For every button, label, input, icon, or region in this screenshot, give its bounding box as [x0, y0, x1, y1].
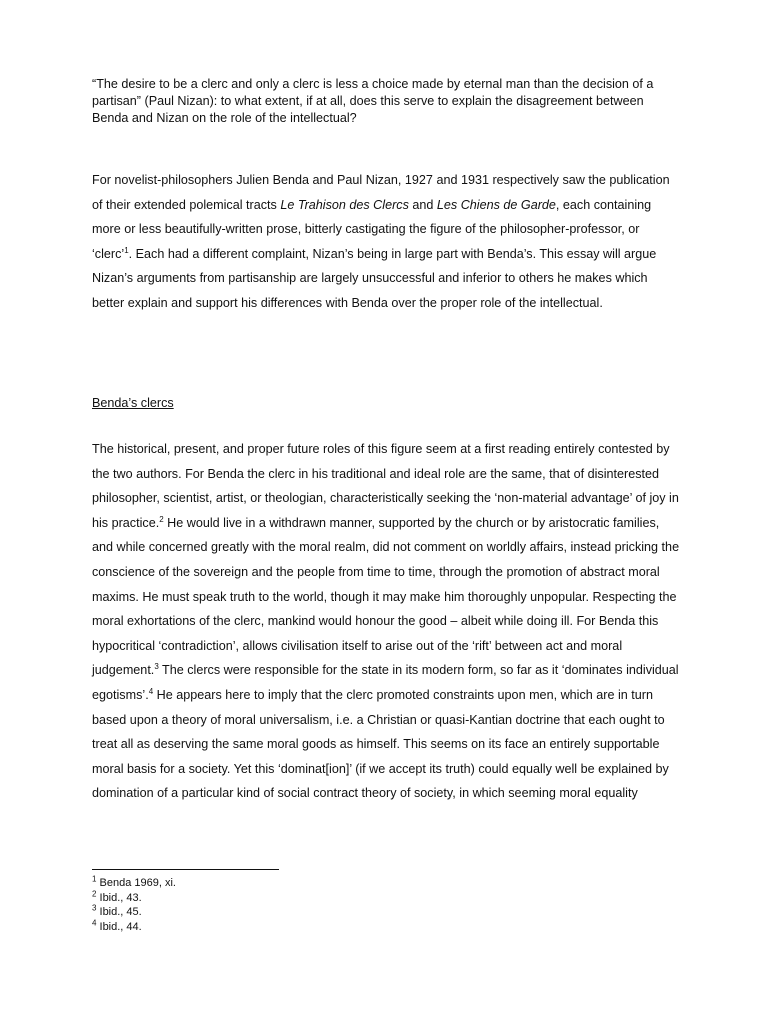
- body-text-b: He would live in a withdrawn manner, supported by the church or by aristocratic families, and while concerned greatly with the moral realm, did not comment on worldly affairs, instead pricking the conscience of the sovereign and the people from time to time, through the promotion of abstract moral maxims. He must speak truth to the world, though it may make him thoroughly unpopular. Respecting the moral exhortations of the clerc, mankind would honour the good – albeit while doing ill. For Benda this hypocritical ‘contradiction’, allows civilisation itself to arise out of the ‘rift’ between act and moral judgement.: [92, 515, 680, 678]
- intro-text-a: For novelist-philosophers Julien Benda and Paul Nizan, 1927 and 1931 respectively saw the publication of their extended polemical tracts: [92, 173, 670, 212]
- footnote-number: 4: [92, 917, 97, 927]
- intro-text-b: and: [408, 197, 437, 212]
- footnote-text: Ibid., 44.: [96, 920, 142, 933]
- section-heading: Benda’s clercs: [92, 396, 174, 410]
- book-title-nizan: Les Chiens de Garde: [436, 197, 556, 212]
- body-text-c: The clercs were responsible for the state in its modern form, so far as it ‘dominates individual egotisms’.: [92, 663, 679, 702]
- book-title-benda: Le Trahison des Clercs: [280, 197, 409, 212]
- footnote-number: 2: [92, 888, 97, 898]
- body-text-a: The historical, present, and proper future roles of this figure seem at a first reading entirely contested by the two authors. For Benda the clerc in his traditional and ideal role are the same, that of disinterested philosopher, scientist, artist, or theologian, characteristically seeking the ‘non-material advantage’ of joy in his practice.: [92, 442, 679, 530]
- footnote-item: [92, 876, 176, 891]
- footnote-number: 1: [92, 874, 97, 884]
- body-text-d: He appears here to imply that the clerc promoted constraints upon men, which are in turn based upon a theory of moral universalism, i.e. a Christian or quasi-Kantian doctrine that each ought to treat all as deserving the same moral goods as himself. This seems on its face an entirely supportable moral basis for a society. Yet this ‘dominat[ion]’ (if we accept its truth) could equally well be explained by domination of a particular kind of social contract theory of society, in which seeming moral equality: [92, 687, 669, 801]
- footnote-text: Benda 1969, xi.: [96, 877, 176, 889]
- footnote-item: [92, 905, 176, 920]
- footnote-ref-3[interactable]: 3: [154, 662, 159, 672]
- footnote-ref-2[interactable]: 2: [159, 514, 164, 524]
- footnote-ref-4[interactable]: 4: [148, 686, 154, 696]
- footnote-ref-1[interactable]: 1: [124, 245, 129, 255]
- footnote-item: [92, 888, 176, 906]
- footnote-item: [92, 917, 176, 935]
- intro-paragraph: [92, 168, 682, 316]
- footnote-separator: [92, 869, 279, 870]
- essay-question: “The desire to be a clerc and only a clerc is less a choice made by eternal man than the decision of a partisan” (Paul Nizan): to what extent, if at all, does this serve to explain the disagreement between Benda and Nizan on the role of the intellectual?: [92, 77, 654, 125]
- intro-text-c: , each containing more or less beautifully-written prose, bitterly castigating the figure of the philosopher-professor, or ‘clerc’: [92, 197, 652, 261]
- footnotes-list: [92, 876, 176, 934]
- footnote-text: Ibid., 45.: [96, 906, 142, 918]
- body-paragraph: [92, 437, 682, 806]
- footnote-number: 3: [92, 903, 97, 913]
- footnote-text: Ibid., 43.: [96, 891, 142, 904]
- intro-text-d: . Each had a different complaint, Nizan’s being in large part with Benda’s. This essay will argue Nizan’s arguments from partisanship are largely unsuccessful and inferior to others he makes which better explain and support his differences with Benda over the proper role of the intellectual.: [92, 246, 657, 310]
